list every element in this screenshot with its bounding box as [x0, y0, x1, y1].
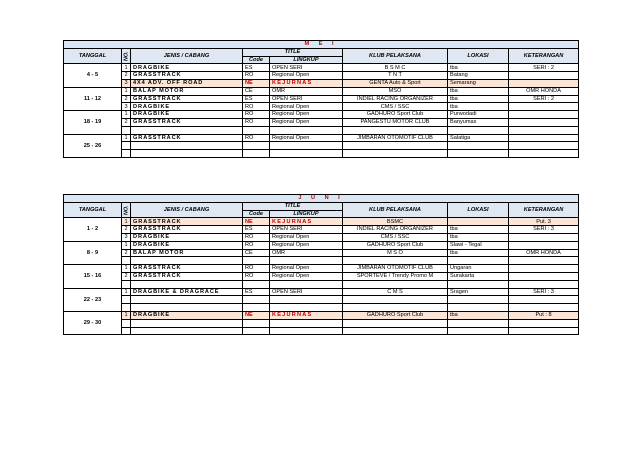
title-scope: OPEN SERI: [270, 95, 343, 103]
title-code: RO: [243, 241, 270, 249]
header-keterangan: KETERANGAN: [509, 202, 579, 218]
event-type: BALAP MOTOR: [131, 249, 243, 257]
event-type: DRAGBIKE & DRAGRACE: [131, 288, 243, 296]
title-code: ES: [243, 64, 270, 72]
table-row: [64, 95, 579, 103]
organizer-club: JIMBARAN OTOMOTIF CLUB: [343, 265, 448, 273]
remarks: [509, 304, 579, 312]
title-code: [243, 280, 270, 288]
header-no: [122, 202, 131, 218]
organizer-club: GADHURO Sport Club: [343, 241, 448, 249]
location: [448, 257, 509, 265]
table-row: [64, 126, 579, 134]
title-code: RO: [243, 134, 270, 142]
event-type: GRASSTRACK: [131, 72, 243, 80]
header-lingkup: LINGKUP: [270, 210, 343, 218]
table-row: [64, 288, 579, 296]
row-number: 1: [122, 64, 131, 72]
organizer-club: BSMC: [343, 218, 448, 226]
header-lokasi: LOKASI: [448, 48, 509, 64]
header-no: [122, 48, 131, 64]
title-code: ES: [243, 226, 270, 234]
remarks: OMR HONDA: [509, 87, 579, 95]
row-number: [122, 257, 131, 265]
title-scope: Regional Open: [270, 103, 343, 111]
organizer-club: CMS / SSC: [343, 233, 448, 241]
location: [448, 126, 509, 134]
location: Purwodadi: [448, 111, 509, 119]
remarks: SERI : 2: [509, 95, 579, 103]
location: [448, 319, 509, 327]
row-number: [122, 327, 131, 335]
event-type: DRAGBIKE: [131, 111, 243, 119]
table-row: [64, 304, 579, 312]
header-tanggal: TANGGAL: [64, 48, 122, 64]
title-scope: Regional Open: [270, 241, 343, 249]
organizer-club: CMS / SSC: [343, 103, 448, 111]
title-code: NE: [243, 218, 270, 226]
organizer-club: [343, 150, 448, 158]
location: tba: [448, 64, 509, 72]
title-code: [243, 126, 270, 134]
row-number: 1: [122, 87, 131, 95]
row-number: 1: [122, 111, 131, 119]
event-type: GRASSTRACK: [131, 118, 243, 126]
event-type: DRAGBIKE: [131, 103, 243, 111]
organizer-club: [343, 327, 448, 335]
header-no-label: NO.: [123, 51, 130, 61]
organizer-club: C M S: [343, 288, 448, 296]
date-cell: 18 - 19: [64, 111, 122, 134]
remarks: [509, 296, 579, 304]
title-scope: OPEN SERI: [270, 288, 343, 296]
event-type: DRAGBIKE: [131, 311, 243, 319]
date-cell: 29 - 30: [64, 311, 122, 334]
date-cell: 1 - 2: [64, 218, 122, 241]
row-number: 3: [122, 79, 131, 87]
title-code: RO: [243, 233, 270, 241]
header-row: [64, 202, 579, 210]
title-code: NE: [243, 79, 270, 87]
organizer-club: [343, 142, 448, 150]
header-keterangan: KETERANGAN: [509, 48, 579, 64]
row-number: [122, 319, 131, 327]
date-cell: 8 - 9: [64, 241, 122, 264]
table-row: [64, 150, 579, 158]
row-number: 2: [122, 249, 131, 257]
remarks: [509, 233, 579, 241]
remarks: [509, 103, 579, 111]
row-number: 1: [122, 241, 131, 249]
juni-schedule-table: [63, 194, 579, 335]
title-scope: OMR: [270, 87, 343, 95]
event-type: BALAP MOTOR: [131, 87, 243, 95]
row-number: 1: [122, 288, 131, 296]
row-number: 2: [122, 72, 131, 80]
title-code: RO: [243, 103, 270, 111]
mei-schedule-table: [63, 40, 579, 158]
title-code: CE: [243, 87, 270, 95]
row-number: [122, 296, 131, 304]
event-type: [131, 327, 243, 335]
remarks: [509, 257, 579, 265]
title-scope: Regional Open: [270, 272, 343, 280]
event-type: [131, 319, 243, 327]
event-type: GRASSTRACK: [131, 95, 243, 103]
event-type: [131, 150, 243, 158]
location: Ungaran: [448, 265, 509, 273]
location: [448, 304, 509, 312]
title-code: [243, 304, 270, 312]
remarks: [509, 79, 579, 87]
event-type: [131, 296, 243, 304]
header-title: TITLE: [243, 48, 343, 56]
title-scope: KEJURNAS: [270, 311, 343, 319]
row-number: [122, 126, 131, 134]
title-code: [243, 142, 270, 150]
row-number: 2: [122, 226, 131, 234]
title-scope: [270, 296, 343, 304]
month-title: M E I: [64, 41, 579, 49]
event-type: 4X4 ADV. OFF ROAD: [131, 79, 243, 87]
location: [448, 150, 509, 158]
title-code: [243, 257, 270, 265]
title-scope: Regional Open: [270, 233, 343, 241]
title-code: NE: [243, 311, 270, 319]
row-number: 1: [122, 311, 131, 319]
location: [448, 142, 509, 150]
location: [448, 327, 509, 335]
organizer-club: [343, 296, 448, 304]
title-code: [243, 296, 270, 304]
table-row: [64, 272, 579, 280]
title-scope: [270, 327, 343, 335]
organizer-club: GADHURO Sport Club: [343, 111, 448, 119]
organizer-club: PANGESTU MOTOR CLUB: [343, 118, 448, 126]
table-row: [64, 103, 579, 111]
location: tba: [448, 249, 509, 257]
header-title: TITLE: [243, 202, 343, 210]
location: Semarang: [448, 79, 509, 87]
organizer-club: INDIEL RACING ORGANIZER: [343, 95, 448, 103]
organizer-club: B S M C: [343, 64, 448, 72]
organizer-club: [343, 126, 448, 134]
header-code: Code: [243, 56, 270, 64]
location: [448, 296, 509, 304]
month-title-row: [64, 41, 579, 49]
remarks: [509, 134, 579, 142]
remarks: [509, 150, 579, 158]
date-cell: 4 - 5: [64, 64, 122, 87]
table-row: [64, 311, 579, 319]
header-jenis: JENIS / CABANG: [131, 48, 243, 64]
header-klub: KLUB PELAKSANA: [343, 202, 448, 218]
title-scope: [270, 126, 343, 134]
event-type: GRASSTRACK: [131, 218, 243, 226]
title-scope: [270, 280, 343, 288]
title-scope: Regional Open: [270, 265, 343, 273]
organizer-club: GADHURO Sport Club: [343, 311, 448, 319]
event-type: [131, 280, 243, 288]
table-row: [64, 226, 579, 234]
table-row: [64, 142, 579, 150]
location: [448, 280, 509, 288]
title-code: ES: [243, 288, 270, 296]
remarks: [509, 142, 579, 150]
title-scope: Regional Open: [270, 118, 343, 126]
date-cell: 15 - 16: [64, 265, 122, 288]
title-scope: Regional Open: [270, 72, 343, 80]
table-row: [64, 87, 579, 95]
title-code: RO: [243, 111, 270, 119]
organizer-club: MSO: [343, 87, 448, 95]
header-jenis: JENIS / CABANG: [131, 202, 243, 218]
event-type: DRAGBIKE: [131, 233, 243, 241]
header-lingkup: LINGKUP: [270, 56, 343, 64]
location: Sragen: [448, 288, 509, 296]
title-scope: [270, 142, 343, 150]
title-scope: OMR: [270, 249, 343, 257]
row-number: 2: [122, 95, 131, 103]
row-number: [122, 142, 131, 150]
title-code: ES: [243, 95, 270, 103]
organizer-club: SPORTEVE / Trendy Promo M: [343, 272, 448, 280]
event-type: DRAGBIKE: [131, 241, 243, 249]
title-scope: [270, 150, 343, 158]
month-title: J U N I: [64, 195, 579, 203]
row-number: [122, 304, 131, 312]
table-row: [64, 296, 579, 304]
row-number: 3: [122, 233, 131, 241]
header-no-label: NO.: [123, 205, 130, 215]
location: Slawi - Tegal: [448, 241, 509, 249]
remarks: [509, 72, 579, 80]
row-number: 1: [122, 218, 131, 226]
table-row: [64, 233, 579, 241]
table-row: [64, 241, 579, 249]
date-cell: 11 - 12: [64, 87, 122, 110]
remarks: [509, 327, 579, 335]
date-cell: 25 - 26: [64, 134, 122, 157]
table-row: [64, 218, 579, 226]
remarks: SERI : 3: [509, 226, 579, 234]
organizer-club: GENTA Auto & Sport: [343, 79, 448, 87]
location: tba: [448, 226, 509, 234]
row-number: 1: [122, 265, 131, 273]
remarks: SERI : 2: [509, 64, 579, 72]
row-number: [122, 280, 131, 288]
table-row: [64, 280, 579, 288]
remarks: [509, 265, 579, 273]
event-type: DRAGBIKE: [131, 64, 243, 72]
title-scope: Regional Open: [270, 111, 343, 119]
location: tba: [448, 311, 509, 319]
header-tanggal: TANGGAL: [64, 202, 122, 218]
organizer-club: [343, 280, 448, 288]
location: Surakarta: [448, 272, 509, 280]
title-code: CE: [243, 249, 270, 257]
organizer-club: [343, 257, 448, 265]
table-row: [64, 319, 579, 327]
title-scope: KEJURNAS: [270, 218, 343, 226]
header-klub: KLUB PELAKSANA: [343, 48, 448, 64]
event-type: GRASSTRACK: [131, 265, 243, 273]
title-code: [243, 327, 270, 335]
location: tba: [448, 103, 509, 111]
remarks: [509, 118, 579, 126]
event-type: [131, 257, 243, 265]
table-row: [64, 134, 579, 142]
table-row: [64, 64, 579, 72]
title-scope: Regional Open: [270, 134, 343, 142]
title-scope: KEJURNAS: [270, 79, 343, 87]
title-code: [243, 319, 270, 327]
header-code: Code: [243, 210, 270, 218]
location: tba: [448, 87, 509, 95]
event-type: [131, 142, 243, 150]
title-code: RO: [243, 72, 270, 80]
title-code: [243, 150, 270, 158]
remarks: [509, 241, 579, 249]
table-row: [64, 249, 579, 257]
organizer-club: [343, 304, 448, 312]
title-scope: OPEN SERI: [270, 226, 343, 234]
remarks: [509, 319, 579, 327]
table-row: [64, 257, 579, 265]
table-row: [64, 72, 579, 80]
event-type: GRASSTRACK: [131, 134, 243, 142]
location: tba: [448, 233, 509, 241]
location: Batang: [448, 72, 509, 80]
table-row: [64, 111, 579, 119]
event-type: [131, 304, 243, 312]
month-title-row: [64, 195, 579, 203]
row-number: [122, 150, 131, 158]
remarks: [509, 126, 579, 134]
row-number: 3: [122, 103, 131, 111]
organizer-club: JIMBARAN OTOMOTIF CLUB: [343, 134, 448, 142]
title-scope: [270, 319, 343, 327]
organizer-club: [343, 319, 448, 327]
event-type: GRASSTRACK: [131, 226, 243, 234]
row-number: 2: [122, 118, 131, 126]
remarks: Put. 3: [509, 218, 579, 226]
row-number: 1: [122, 134, 131, 142]
location: [448, 218, 509, 226]
event-type: [131, 126, 243, 134]
table-row: [64, 79, 579, 87]
header-row: [64, 48, 579, 56]
title-scope: [270, 257, 343, 265]
title-code: RO: [243, 265, 270, 273]
date-cell: 22 - 23: [64, 288, 122, 311]
remarks: [509, 272, 579, 280]
remarks: Put : 8: [509, 311, 579, 319]
remarks: [509, 280, 579, 288]
table-row: [64, 327, 579, 335]
header-lokasi: LOKASI: [448, 202, 509, 218]
title-scope: [270, 304, 343, 312]
organizer-club: M S O: [343, 249, 448, 257]
table-row: [64, 118, 579, 126]
title-code: RO: [243, 272, 270, 280]
location: tba: [448, 95, 509, 103]
table-row: [64, 265, 579, 273]
title-scope: OPEN SERI: [270, 64, 343, 72]
title-code: RO: [243, 118, 270, 126]
organizer-club: INDIEL RACING ORGANIZER: [343, 226, 448, 234]
location: Salatiga: [448, 134, 509, 142]
event-type: GRASSTRACK: [131, 272, 243, 280]
remarks: OMR HONDA: [509, 249, 579, 257]
organizer-club: T N T: [343, 72, 448, 80]
remarks: [509, 111, 579, 119]
row-number: 2: [122, 272, 131, 280]
location: Banyumas: [448, 118, 509, 126]
remarks: SERI : 3: [509, 288, 579, 296]
